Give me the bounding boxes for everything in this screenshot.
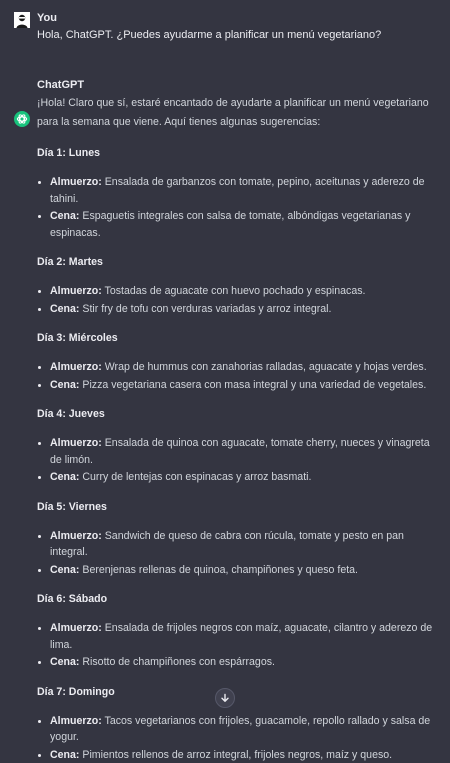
meal-text: Curry de lentejas con espinacas y arroz basmati. [79,471,311,483]
day-title: Día 6: Sábado [37,592,440,606]
day-title: Día 4: Jueves [37,407,440,421]
meal-item [37,562,440,579]
meal-label: Cena: [50,210,79,222]
assistant-message [0,43,450,763]
meal-text: Ensalada de garbanzos con tomate, pepino, aceitunas y aderezo de tahini. [50,176,425,205]
meal-label: Almuerzo: [50,715,102,727]
meal-item [37,359,440,376]
meal-label: Cena: [50,656,79,668]
meal-label: Almuerzo: [50,530,102,542]
meal-item [37,174,440,207]
meal-label: Cena: [50,471,79,483]
meal-item [37,377,440,394]
day-title: Día 7: Domingo [37,685,440,699]
scroll-down-button[interactable] [215,688,235,708]
meal-label: Almuerzo: [50,437,102,449]
meal-item [37,654,440,671]
user-message [0,0,450,43]
meal-list [37,174,440,241]
meal-text: Pizza vegetariana casera con masa integral y una variedad de vegetales. [79,379,426,391]
meal-list [37,359,440,393]
assistant-author-name: ChatGPT [37,78,440,92]
meal-list [37,713,440,763]
openai-logo-icon [14,111,30,127]
user-author-name: You [37,11,440,25]
meal-item [37,620,440,653]
user-avatar-icon [14,12,30,28]
meal-list [37,435,440,486]
meal-list [37,620,440,671]
meal-label: Cena: [50,749,79,761]
meal-list [37,528,440,579]
meal-label: Almuerzo: [50,622,102,634]
meal-text: Sandwich de queso de cabra con rúcula, tomate y pesto en pan integral. [50,530,404,559]
meal-item [37,713,440,746]
meal-text: Espaguetis integrales con salsa de tomate, albóndigas vegetarianas y espinacas. [50,210,410,239]
meal-text: Wrap de hummus con zanahorias ralladas, aguacate y hojas verdes. [102,361,427,373]
day-title: Día 2: Martes [37,255,440,269]
day-title: Día 1: Lunes [37,146,440,160]
meal-item [37,469,440,486]
meal-text: Ensalada de frijoles negros con maíz, aguacate, cilantro y aderezo de lima. [50,622,432,651]
meal-text: Stir fry de tofu con verduras variadas y arroz integral. [79,303,331,315]
meal-label: Cena: [50,564,79,576]
meal-text: Pimientos rellenos de arroz integral, frijoles negros, maíz y queso. [79,749,392,761]
day-title: Día 3: Miércoles [37,331,440,345]
meal-list [37,283,440,317]
meal-text: Tostadas de aguacate con huevo pochado y espinacas. [102,285,366,297]
meal-item [37,301,440,318]
meal-item [37,208,440,241]
day-title: Día 5: Viernes [37,500,440,514]
meal-label: Cena: [50,303,79,315]
arrow-down-icon [220,693,230,703]
user-message-text: Hola, ChatGPT. ¿Puedes ayudarme a planificar un menú vegetariano? [37,28,440,43]
meal-item [37,435,440,468]
meal-label: Almuerzo: [50,361,102,373]
assistant-intro-text: ¡Hola! Claro que sí, estaré encantado de ayudarte a planificar un menú vegetariano para la semana que viene. Aquí tienes algunas sugerencias: [37,94,440,132]
meal-text: Berenjenas rellenas de quinoa, champiñones y queso feta. [79,564,358,576]
meal-item [37,528,440,561]
menu-days [37,146,440,763]
meal-text: Tacos vegetarianos con frijoles, guacamole, repollo rallado y salsa de yogur. [50,715,430,744]
meal-text: Risotto de champiñones con espárragos. [79,656,275,668]
meal-item [37,283,440,300]
meal-label: Almuerzo: [50,285,102,297]
meal-text: Ensalada de quinoa con aguacate, tomate cherry, nueces y vinagreta de limón. [50,437,430,466]
meal-label: Cena: [50,379,79,391]
meal-label: Almuerzo: [50,176,102,188]
meal-item [37,747,440,763]
